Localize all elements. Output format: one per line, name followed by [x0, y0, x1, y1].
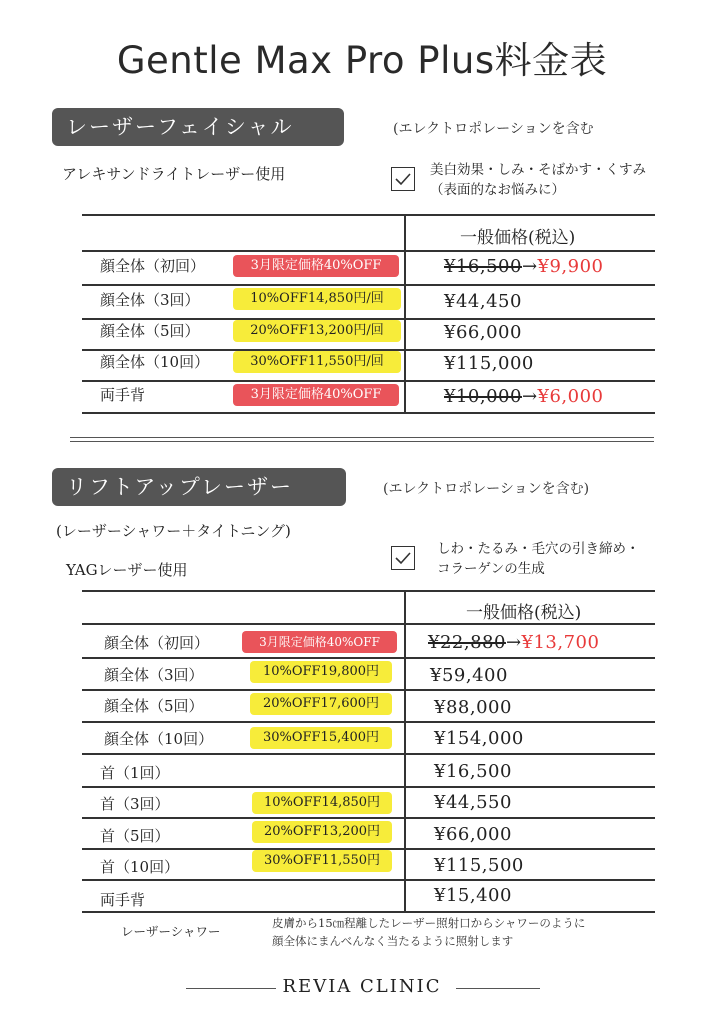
section-separator — [70, 437, 654, 438]
discount-tag: 30%OFF11,550円/回 — [233, 351, 401, 373]
effect-text-2: （表面的なお悩みに） — [430, 182, 565, 198]
arrow-icon: → — [521, 256, 538, 277]
old-price: ¥16,500 — [444, 256, 522, 277]
clinic-name: REVIA CLINIC — [282, 976, 442, 997]
effect-text-1: しわ・たるみ・毛穴の引き締め・ — [437, 541, 640, 557]
checkbox — [391, 167, 415, 191]
arrow-icon: → — [505, 632, 522, 653]
new-price: ¥9,900 — [537, 256, 604, 277]
price-header: 一般価格(税込) — [466, 603, 582, 623]
price-cell: ¥44,550 — [434, 792, 512, 813]
table-border — [82, 721, 655, 723]
new-price: ¥13,700 — [521, 632, 600, 653]
price-header: 一般価格(税込) — [460, 228, 576, 248]
table-divider — [404, 214, 406, 412]
table-row-label: 顔全体（5回） — [100, 322, 200, 340]
table-row-label: 顔全体（初回） — [104, 634, 210, 652]
laser-type-subtitle: YAGレーザー使用 — [66, 561, 188, 579]
price-cell: ¥66,000 — [444, 322, 522, 343]
table-row-label: 首（5回） — [100, 827, 170, 845]
table-row-label: 首（1回） — [100, 764, 170, 782]
discount-tag: 30%OFF11,550円 — [252, 850, 392, 872]
discount-tag: 20%OFF17,600円 — [250, 693, 392, 715]
checkbox — [391, 546, 415, 570]
promo-tag: 3月限定価格40%OFF — [233, 384, 399, 406]
price-cell: ¥59,400 — [430, 665, 508, 686]
old-price: ¥10,000 — [444, 386, 522, 407]
table-border — [82, 817, 655, 819]
table-border — [82, 623, 655, 625]
table-divider — [404, 590, 406, 911]
table-border — [82, 214, 655, 216]
table-row-label: 顔全体（10回） — [104, 730, 214, 748]
table-border — [82, 284, 655, 286]
table-border — [82, 786, 655, 788]
check-icon — [395, 172, 411, 186]
table-border — [82, 380, 655, 382]
discount-tag: 20%OFF13,200円/回 — [233, 320, 401, 342]
footer-line-right — [456, 988, 540, 989]
discount-tag: 10%OFF14,850円 — [252, 792, 392, 814]
old-price: ¥22,880 — [428, 632, 506, 653]
table-row-label: 顔全体（初回） — [100, 257, 206, 275]
price-cell: ¥66,000 — [434, 824, 512, 845]
discount-tag: 10%OFF14,850円/回 — [233, 288, 401, 310]
table-border — [82, 250, 655, 252]
discount-tag: 10%OFF19,800円 — [250, 661, 392, 683]
laser-shower-description-2: 顔全体にまんべんなく当たるように照射します — [272, 934, 514, 948]
price-cell: ¥154,000 — [434, 728, 524, 749]
table-border — [82, 590, 655, 592]
table-row-label: 首（10回） — [100, 858, 180, 876]
price-cell: ¥115,000 — [444, 353, 534, 374]
table-row-label: 顔全体（3回） — [104, 666, 204, 684]
new-price: ¥6,000 — [537, 386, 604, 407]
effect-text-2: コラーゲンの生成 — [437, 561, 545, 577]
table-row-label: 顔全体（3回） — [100, 291, 200, 309]
table-row-label: 両手背 — [100, 891, 146, 909]
price-cell — [444, 256, 604, 277]
table-row-label: 顔全体（5回） — [104, 697, 204, 715]
effect-text-1: 美白効果・しみ・そばかす・くすみ — [430, 162, 646, 178]
table-row-label: 両手背 — [100, 386, 146, 404]
table-border — [82, 911, 655, 913]
price-cell: ¥115,500 — [434, 855, 524, 876]
table-row-label: 顔全体（10回） — [100, 353, 210, 371]
electroporation-note: (エレクトロポレーションを含む) — [383, 481, 590, 497]
price-cell: ¥44,450 — [444, 291, 522, 312]
table-row-label: 首（3回） — [100, 795, 170, 813]
promo-tag: 3月限定価格40%OFF — [233, 255, 399, 277]
laser-shower-label: レーザーシャワー — [121, 924, 221, 939]
arrow-icon: → — [521, 386, 538, 407]
price-cell — [444, 386, 604, 407]
section-separator — [70, 441, 654, 442]
promo-tag: 3月限定価格40%OFF — [242, 631, 397, 653]
section-badge-lift-up-laser: リフトアップレーザー — [52, 468, 346, 506]
laser-type-subtitle: アレキサンドライトレーザー使用 — [62, 165, 286, 183]
table-border — [82, 753, 655, 755]
table-border — [82, 412, 655, 414]
section-badge-laser-facial: レーザーフェイシャル — [52, 108, 344, 146]
treatment-subtitle: (レーザーシャワー＋タイトニング) — [56, 522, 291, 540]
price-cell — [428, 632, 599, 653]
discount-tag: 20%OFF13,200円 — [252, 821, 392, 843]
discount-tag: 30%OFF15,400円 — [250, 727, 392, 749]
check-icon — [395, 551, 411, 565]
electroporation-note: (エレクトロポレーションを含む — [393, 121, 594, 137]
table-border — [82, 689, 655, 691]
price-cell: ¥16,500 — [434, 761, 512, 782]
price-cell: ¥15,400 — [434, 885, 512, 906]
price-cell: ¥88,000 — [434, 697, 512, 718]
table-border — [82, 657, 655, 659]
page-title: Gentle Max Pro Plus料金表 — [116, 39, 608, 82]
table-border — [82, 879, 655, 881]
laser-shower-description-1: 皮膚から15㎝程離したレーザー照射口からシャワーのように — [272, 916, 586, 930]
